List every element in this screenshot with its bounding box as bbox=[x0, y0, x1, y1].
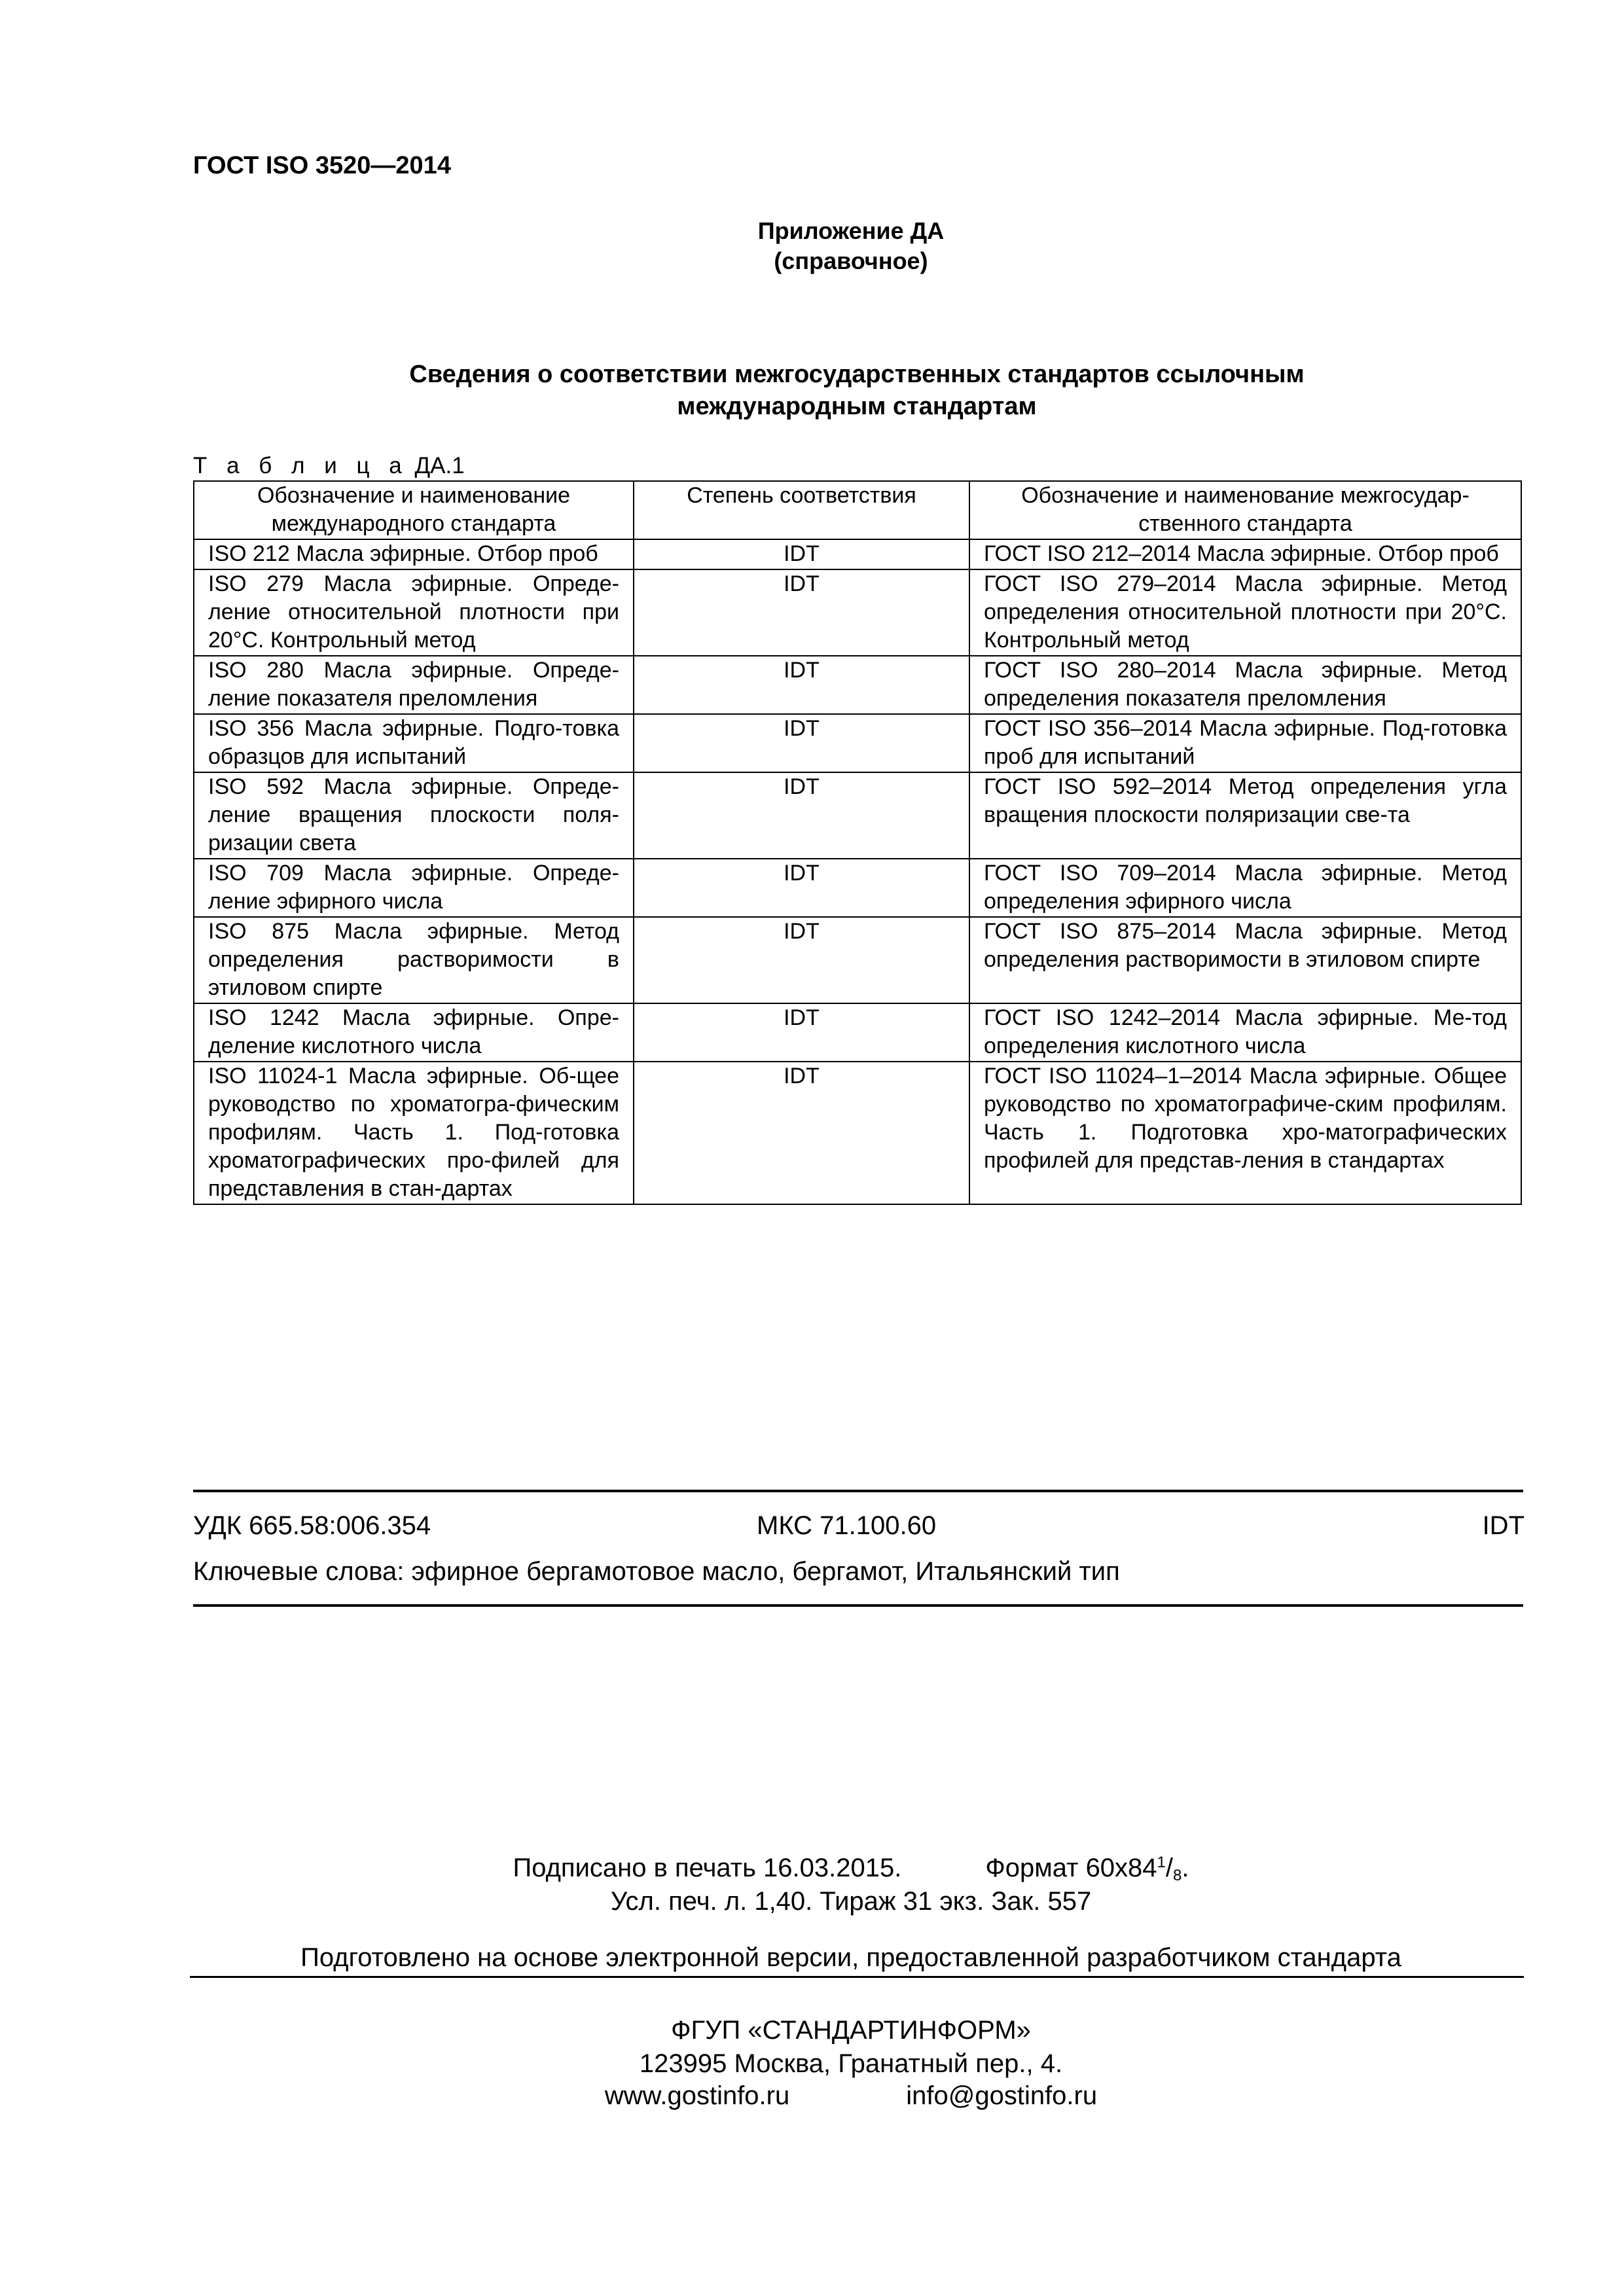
table-row bbox=[194, 859, 1521, 917]
mks-code: МКС 71.100.60 bbox=[757, 1511, 937, 1540]
degree-cell: IDT bbox=[634, 917, 969, 1003]
interstate-standard-cell: ГОСТ ISO 356–2014 Масла эфирные. Под-готовка проб для испытаний bbox=[969, 714, 1521, 772]
header-international-standard: Обозначение и наименование международного стандарта bbox=[194, 481, 634, 539]
print-info: Усл. печ. л. 1,40. Тираж 31 экз. Зак. 557 bbox=[610, 1887, 1092, 1916]
international-standard-cell: ISO 709 Масла эфирные. Опреде-ление эфирного числа bbox=[194, 859, 634, 917]
imprint-signed-line bbox=[0, 1854, 1624, 1883]
publisher-website[interactable]: www.gostinfo.ru bbox=[604, 2081, 790, 2110]
header-interstate-standard: Обозначение и наименование межгосудар-ственного стандарта bbox=[969, 481, 1521, 539]
keywords: Ключевые слова: эфирное бергамотовое масло, бергамот, Итальянский тип bbox=[193, 1557, 1120, 1586]
degree-cell: IDT bbox=[634, 1062, 969, 1204]
publisher-name: ФГУП «СТАНДАРТИНФОРМ» bbox=[671, 2016, 1031, 2045]
interstate-standard-cell: ГОСТ ISO 592–2014 Метод определения угла вращения плоскости поляризации све-та bbox=[969, 772, 1521, 859]
interstate-standard-cell: ГОСТ ISO 11024–1–2014 Масла эфирные. Общее руководство по хроматографиче-ским профилям. Часть 1. Подготовка хро-матографических профилей для представ-ления в стандартах bbox=[969, 1062, 1521, 1204]
interstate-standard-cell: ГОСТ ISO 875–2014 Масла эфирные. Метод определения растворимости в этиловом спирте bbox=[969, 917, 1521, 1003]
paper-format: Формат $60x84^1/_8$. bbox=[985, 1854, 1189, 1884]
degree-cell: IDT bbox=[634, 656, 969, 714]
document-code: ГОСТ ISO 3520—2014 bbox=[193, 152, 451, 179]
biblio-bottom-rule bbox=[193, 1604, 1523, 1607]
degree-cell: IDT bbox=[634, 714, 969, 772]
table-row bbox=[194, 569, 1521, 656]
table-row bbox=[194, 917, 1521, 1003]
table-row bbox=[194, 772, 1521, 859]
table-row bbox=[194, 1062, 1521, 1204]
international-standard-cell: ISO 280 Масла эфирные. Опреде-ление показателя преломления bbox=[194, 656, 634, 714]
signed-date: Подписано в печать 16.03.2015. bbox=[513, 1854, 902, 1882]
interstate-standard-cell: ГОСТ ISO 1242–2014 Масла эфирные. Ме-тод определения кислотного числа bbox=[969, 1003, 1521, 1062]
annex-type: (справочное) bbox=[774, 247, 928, 274]
table-header-row bbox=[194, 481, 1521, 539]
publisher-contacts bbox=[0, 2081, 1624, 2111]
degree-cell: IDT bbox=[634, 1003, 969, 1062]
udk-code: УДК 665.58:006.354 bbox=[193, 1511, 431, 1540]
interstate-standard-cell: ГОСТ ISO 280–2014 Масла эфирные. Метод определения показателя преломления bbox=[969, 656, 1521, 714]
annex-heading bbox=[0, 216, 1624, 276]
imprint-rule bbox=[190, 1976, 1524, 1978]
interstate-standard-cell: ГОСТ ISO 212–2014 Масла эфирные. Отбор проб bbox=[969, 539, 1521, 569]
table-caption-number: ДА.1 bbox=[408, 453, 465, 478]
international-standard-cell: ISO 356 Масла эфирные. Подго-товка образцов для испытаний bbox=[194, 714, 634, 772]
annex-title-line-1: Сведения о соответствии межгосударственных стандартов ссылочным bbox=[409, 361, 1305, 388]
degree-cell: IDT bbox=[634, 539, 969, 569]
table-caption-word: Т а б л и ц а bbox=[193, 453, 408, 478]
table-row bbox=[194, 539, 1521, 569]
international-standard-cell: ISO 279 Масла эфирные. Опреде-ление относительной плотности при 20°С. Контрольный метод bbox=[194, 569, 634, 656]
table-row bbox=[194, 1003, 1521, 1062]
table-row bbox=[194, 714, 1521, 772]
international-standard-cell: ISO 11024-1 Масла эфирные. Об-щее руководство по хроматогра-фическим профилям. Часть 1. Под-готовка хроматографических про-филей для представления в стан-дартах bbox=[194, 1062, 634, 1204]
interstate-standard-cell: ГОСТ ISO 709–2014 Масла эфирные. Метод определения эфирного числа bbox=[969, 859, 1521, 917]
correspondence-degree: IDT bbox=[1482, 1511, 1525, 1540]
degree-cell: IDT bbox=[634, 569, 969, 656]
publisher-email[interactable]: info@gostinfo.ru bbox=[906, 2081, 1098, 2110]
publisher-address: 123995 Москва, Гранатный пер., 4. bbox=[639, 2049, 1063, 2078]
international-standard-cell: ISO 1242 Масла эфирные. Опре-деление кислотного числа bbox=[194, 1003, 634, 1062]
degree-cell: IDT bbox=[634, 772, 969, 859]
prepared-note: Подготовлено на основе электронной версии, предоставленной разработчиком стандарта bbox=[300, 1943, 1401, 1972]
header-degree-of-correspondence: Степень соответствия bbox=[634, 481, 969, 539]
annex-label: Приложение ДА bbox=[757, 217, 945, 244]
annex-title bbox=[193, 359, 1521, 423]
table-caption bbox=[193, 453, 465, 479]
biblio-top-rule bbox=[193, 1490, 1523, 1492]
degree-cell: IDT bbox=[634, 859, 969, 917]
correspondence-table bbox=[193, 480, 1522, 1205]
interstate-standard-cell: ГОСТ ISO 279–2014 Масла эфирные. Метод определения относительной плотности при 20°С. Контрольный метод bbox=[969, 569, 1521, 656]
international-standard-cell: ISO 592 Масла эфирные. Опреде-ление вращения плоскости поля-ризации света bbox=[194, 772, 634, 859]
annex-title-line-2: международным стандартам bbox=[677, 393, 1037, 420]
international-standard-cell: ISO 875 Масла эфирные. Метод определения растворимости в этиловом спирте bbox=[194, 917, 634, 1003]
table-row bbox=[194, 656, 1521, 714]
international-standard-cell: ISO 212 Масла эфирные. Отбор проб bbox=[194, 539, 634, 569]
